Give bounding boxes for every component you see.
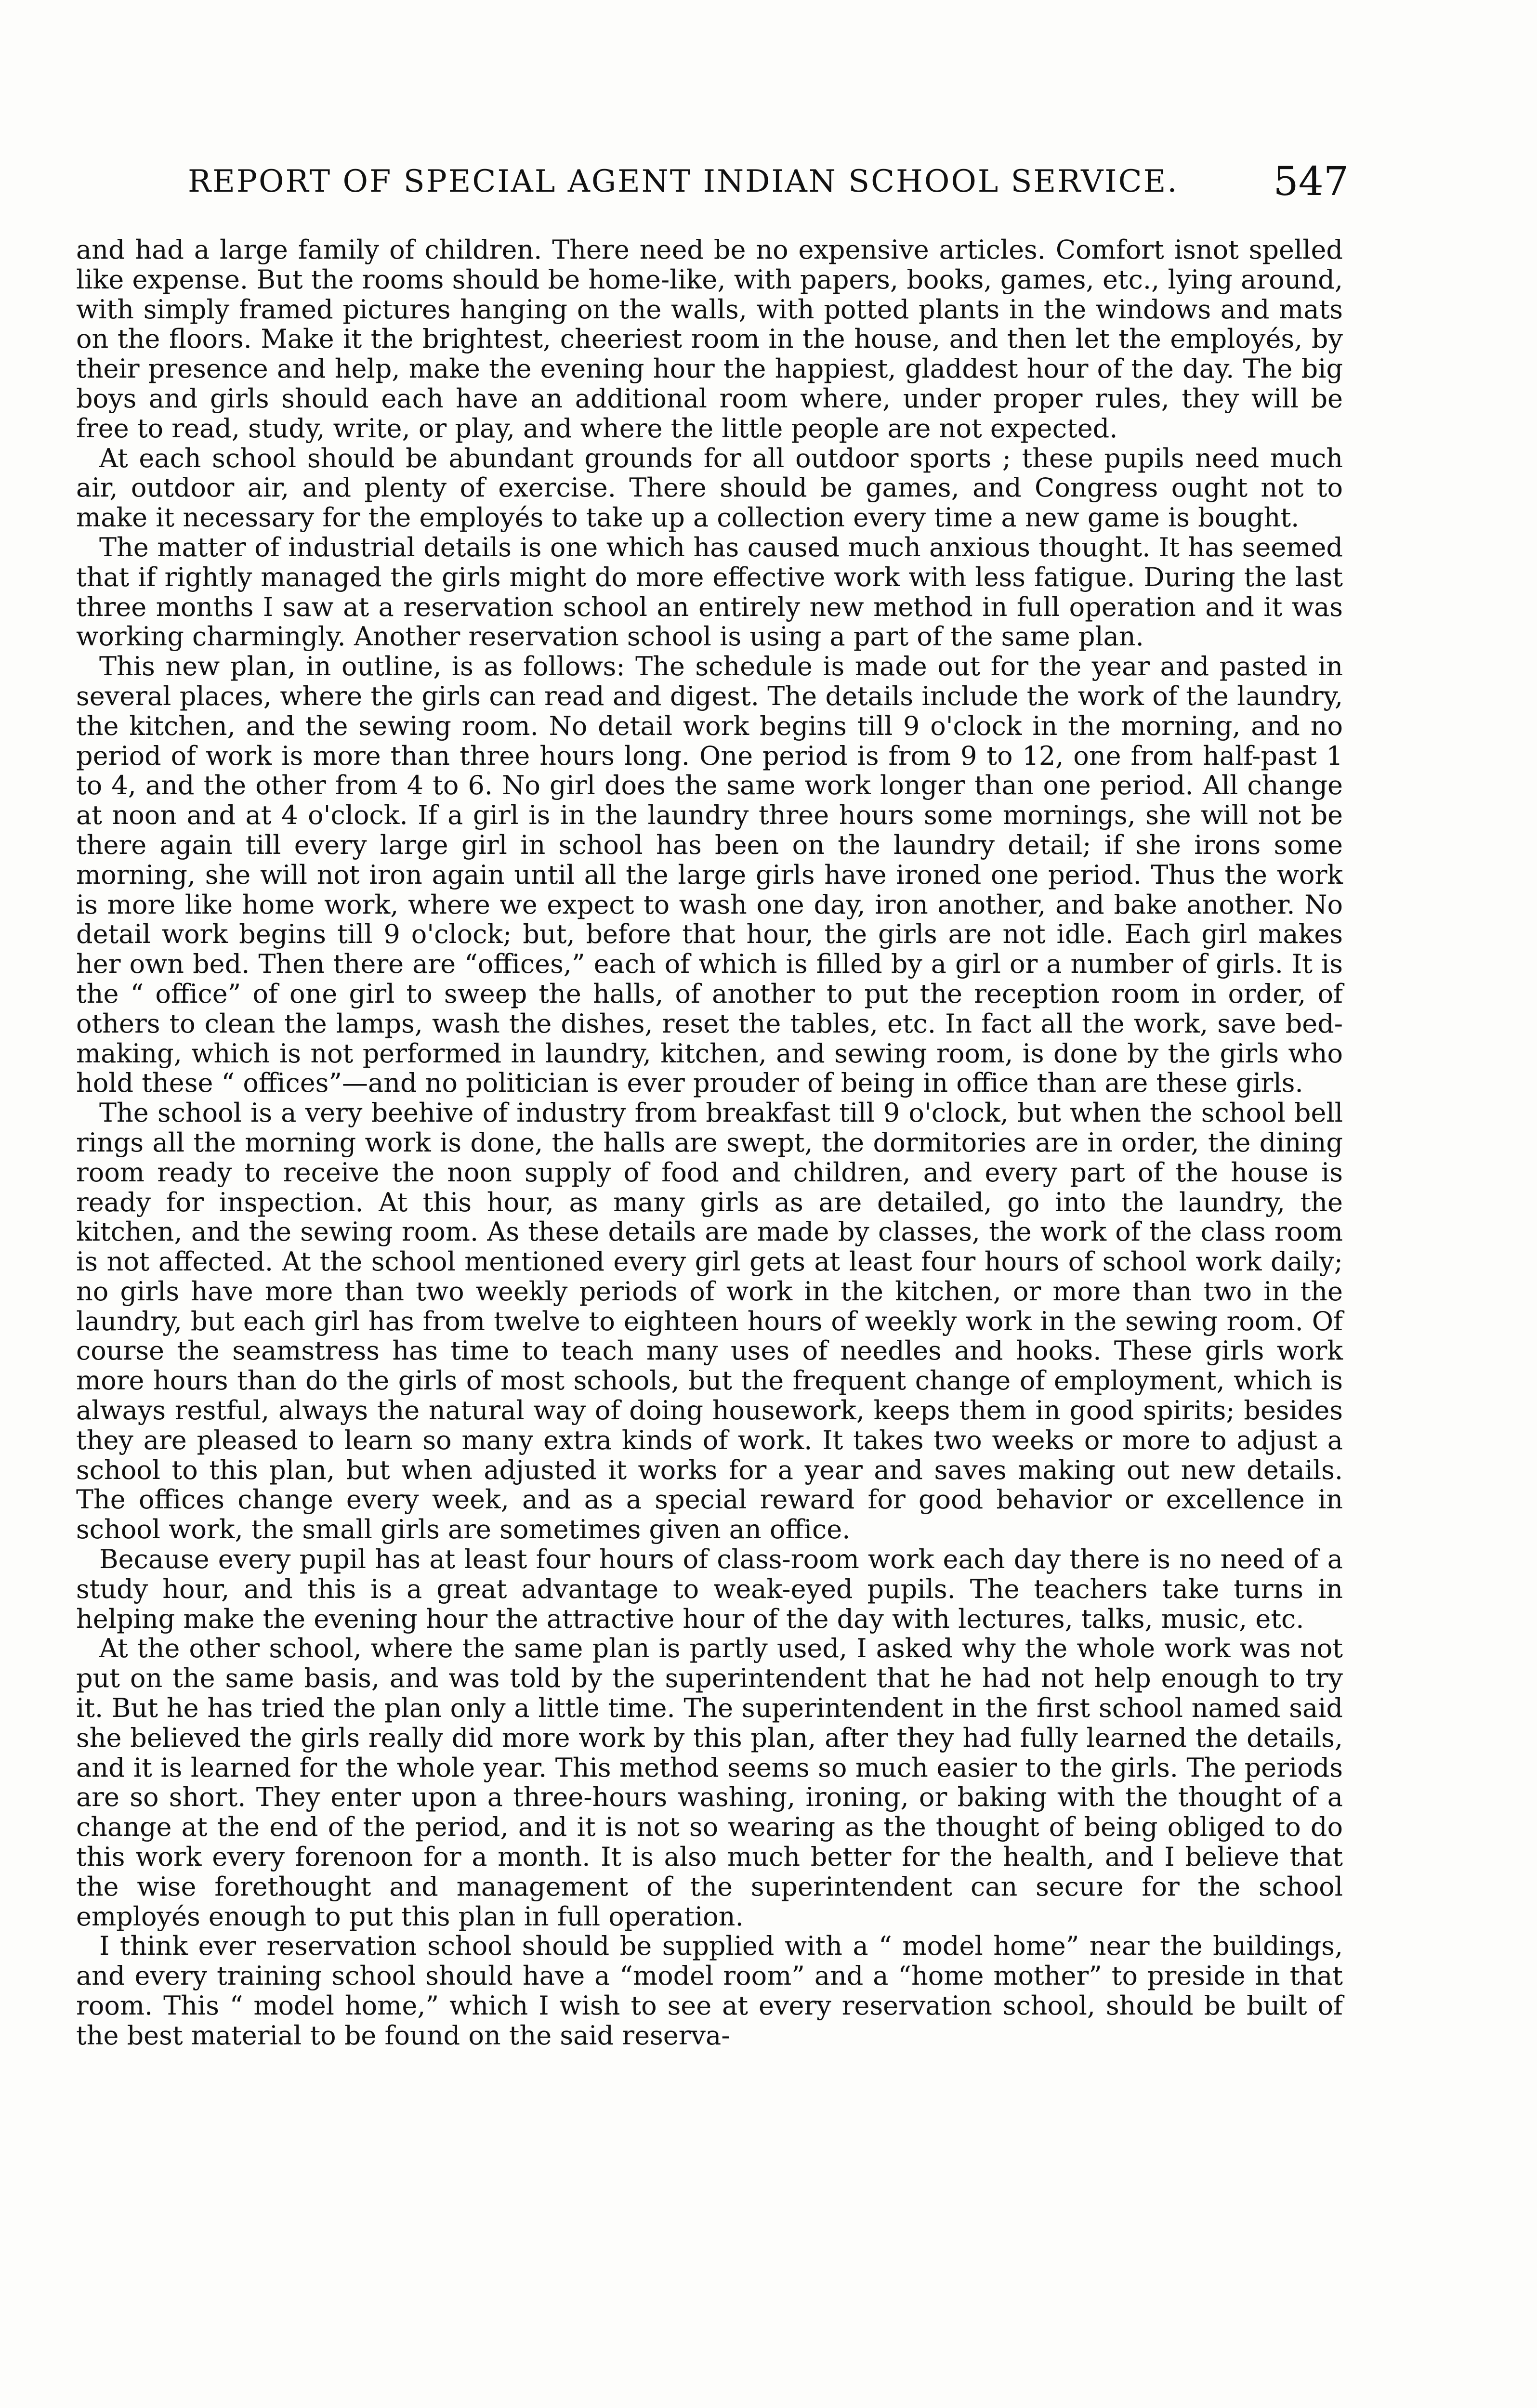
paragraph-continued: and had a large family of children. There need be no expensive articles. Comfort isnot spelled like expense. But the rooms should be home-like, with papers, books, games, etc., lying around, with simply framed pictures hanging on the walls, with potted plants in the windows and mats on the floors. Make it the brightest, cheeriest room in the house, and then let the employés, by their presence and help, make the evening hour the happiest, gladdest hour of the day. The big boys and girls should each have an additional room where, under proper rules, they will be free to read, study, write, or play, and where the little people are not expected. [76,235,1343,444]
running-title: REPORT OF SPECIAL AGENT INDIAN SCHOOL SERVICE. [188,164,1179,199]
paragraph-industrial-details: The matter of industrial details is one which has caused much anxious thought. It has seemed that if rightly managed the girls might do more effective work with less fatigue. During the last three months I saw at a reservation school an entirely new method in full operation and it was working charmingly. Another reservation school is using a part of the same plan. [76,532,1343,652]
page-number: 547 [1273,159,1349,205]
paragraph-new-plan: This new plan, in outline, is as follows: The schedule is made out for the year and pasted in several places, where the girls can read and digest. The details include the work of the laundry, the kitchen, and the sewing room. No detail work begins till 9 o'clock in the morning, and no period of work is more than three hours long. One period is from 9 to 12, one from half-past 1 to 4, and the other from 4 to 6. No girl does the same work longer than one period. All change at noon and at 4 o'clock. If a girl is in the laundry three hours some mornings, she will not be there again till every large girl in school has been on the laundry detail; if she irons some morning, she will not iron again until all the large girls have ironed one period. Thus the work is more like home work, where we expect to wash one day, iron another, and bake another. No detail work begins till 9 o'clock; but, before that hour, the girls are not idle. Each girl makes her own bed. Then there are “offices,” each of which is filled by a girl or a number of girls. It is the “ office” of one girl to sweep the halls, of another to put the reception room in order, of others to clean the lamps, wash the dishes, reset the tables, etc. In fact all the work, save bed-making, which is not performed in laundry, kitchen, and sewing room, is done by the girls who hold these “ offices”—and no politician is ever prouder of being in office than are these girls. [76,651,1343,1099]
body-text [76,235,1343,2051]
running-head [188,159,1349,212]
paragraph-outdoor-sports: At each school should be abundant grounds for all outdoor sports ; these pupils need much air, outdoor air, and plenty of exercise. There should be games, and Congress ought not to make it necessary for the employés to take up a collection every time a new game is bought. [76,443,1343,533]
paragraph-model-home: I think ever reservation school should be supplied with a “ model home” near the buildings, and every training school should have a “model room” and a “home mother” to preside in that room. This “ model home,” which I wish to see at every reservation school, should be built of the best material to be found on the said reserva- [76,1931,1343,2051]
paragraph-school-beehive: The school is a very beehive of industry from breakfast till 9 o'clock, but when the school bell rings all the morning work is done, the halls are swept, the dormitories are in order, the dining room ready to receive the noon supply of food and children, and every part of the house is ready for inspection. At this hour, as many girls as are detailed, go into the laundry, the kitchen, and the sewing room. As these details are made by classes, the work of the class room is not affected. At the school mentioned every girl gets at least four hours of school work daily; no girls have more than two weekly periods of work in the kitchen, or more than two in the laundry, but each girl has from twelve to eighteen hours of weekly work in the sewing room. Of course the seamstress has time to teach many uses of needles and hooks. These girls work more hours than do the girls of most schools, but the frequent change of employment, which is always restful, always the natural way of doing housework, keeps them in good spirits; besides they are pleased to learn so many extra kinds of work. It takes two weeks or more to adjust a school to this plan, but when adjusted it works for a year and saves making out new details. The offices change every week, and as a special reward for good behavior or excellence in school work, the small girls are sometimes given an office. [76,1098,1343,1545]
paragraph-other-school: At the other school, where the same plan is partly used, I asked why the whole work was not put on the same basis, and was told by the superintendent that he had not help enough to try it. But he has tried the plan only a little time. The superintendent in the first school named said she believed the girls really did more work by this plan, after they had fully learned the details, and it is learned for the whole year. This method seems so much easier to the girls. The periods are so short. They enter upon a three-hours washing, ironing, or baking with the thought of a change at the end of the period, and it is not so wearing as the thought of being obliged to do this work every forenoon for a month. It is also much better for the health, and I believe that the wise forethought and management of the superintendent can secure for the school employés enough to put this plan in full operation. [76,1633,1343,1932]
paragraph-class-room-work: Because every pupil has at least four hours of class-room work each day there is no need of a study hour, and this is a great advantage to weak-eyed pupils. The teachers take turns in helping make the evening hour the attractive hour of the day with lectures, talks, music, etc. [76,1544,1343,1634]
